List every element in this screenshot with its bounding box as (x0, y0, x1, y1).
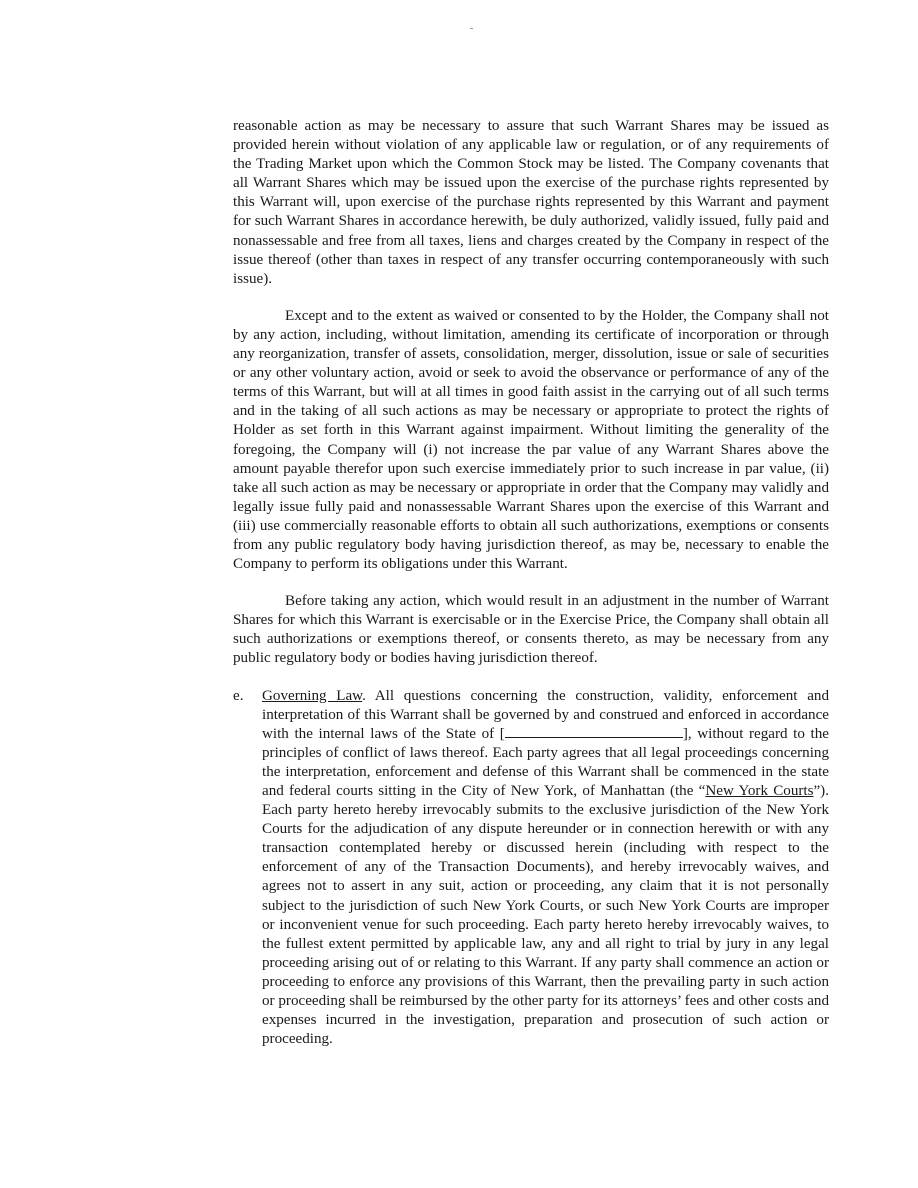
section-governing-law (233, 687, 829, 1050)
governing-law-text-c: ”). Each party hereto hereby irrevocably submits to the exclusive jurisdiction of the New York Courts for the adjudication of any dispute hereunder or in connection herewith or with any transaction contemplated hereby or discussed herein (including with respect to the enforcement of any of the Transaction Documents), and hereby irrevocably waives, and agrees not to assert in any suit, action or proceeding, any claim that it is not personally subject to the jurisdiction of such New York Courts, or such New York Courts are improper or inconvenient venue for such proceeding. Each party hereto hereby irrevocably waives, to the fullest extent permitted by applicable law, any and all right to trial by jury in any legal proceeding arising out of or relating to this Warrant. If any party shall commence an action or proceeding to enforce any provisions of this Warrant, then the prevailing party in such action or proceeding shall be reimbursed by the other party for its attorneys’ fees and other costs and expenses incurred in the investigation, preparation and prosecution of such action or proceeding. (262, 783, 829, 1048)
section-letter: e. (233, 687, 244, 704)
governing-law-text (262, 687, 829, 1050)
paragraph-authorizations: Before taking any action, which would result in an adjustment in the number of Warrant Shares for which this Warrant is exercisable or in the Exercise Price, the Company shall obtain all such authorizations or exemptions thereof, or consents thereto, as may be necessary from any public regulatory body or bodies having jurisdiction thereof. (233, 593, 829, 667)
governing-law-text-a: . All questions concerning the construction, validity, enforcement and interpretation of this Warrant shall be governed by and construed and enforced in accordance with the internal laws of the State of [ (262, 687, 829, 742)
document-page (233, 117, 829, 1049)
governing-law-text-b: ], without regard to the principles of conflict of laws thereof. Each party agrees that all legal proceedings concerning the interpretation, enforcement and defense of this Warrant shall be commenced in the state and federal courts sitting in the City of New York, of Manhattan (the “ (262, 725, 829, 799)
paragraph-no-impairment: Except and to the extent as waived or consented to by the Holder, the Company shall not by any action, including, without limitation, amending its certificate of incorporation or through any reorganization, transfer of assets, consolidation, merger, dissolution, issue or sale of securities or any other voluntary action, avoid or seek to avoid the observance or performance of any of the terms of this Warrant, but will at all times in good faith assist in the carrying out of all such terms and in the taking of all such actions as may be necessary or appropriate to protect the rights of Holder as set forth in this Warrant against impairment. Without limiting the generality of the foregoing, the Company will (i) not increase the par value of any Warrant Shares above the amount payable therefor upon such exercise immediately prior to such increase in par value, (ii) take all such action as may be necessary or appropriate in order that the Company may validly and legally issue fully paid and nonassessable Warrant Shares upon the exercise of this Warrant and (iii) use commercially reasonable efforts to obtain all such authorizations, exemptions or consents from any public regulatory body having jurisdiction thereof, as may be, necessary to enable the Company to perform its obligations under this Warrant. (233, 307, 829, 573)
paragraph-reasonable-action: reasonable action as may be necessary to assure that such Warrant Shares may be issued as provided herein without violation of any applicable law or regulation, or of any requirements of the Trading Market upon which the Common Stock may be listed. The Company covenants that all Warrant Shares which may be issued upon the exercise of the purchase rights represented by this Warrant will, upon exercise of the purchase rights represented by this Warrant and payment for such Warrant Shares in accordance herewith, be duly authorized, validly issued, fully paid and nonassessable and free from all taxes, liens and charges created by the Company in respect of the issue thereof (other than taxes in respect of any transfer occurring contemporaneously with such issue). (233, 118, 829, 287)
scan-speck (470, 28, 473, 29)
defined-term-new-york-courts: New York Courts (705, 783, 814, 799)
state-blank-field (505, 725, 683, 738)
section-heading: Governing Law (262, 687, 363, 704)
